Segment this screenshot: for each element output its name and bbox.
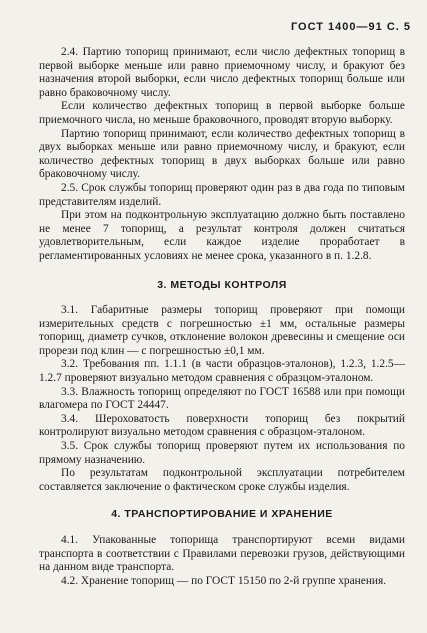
paragraph-4-1: 4.1. Упакованные топорища транспортируют всеми видами транспорта в соответствии с Правилами перевозки грузов, действующими на данном виде транспорта. bbox=[39, 534, 405, 574]
paragraph-2-5: 2.5. Срок службы топорищ проверяют один раз в два года по типовым представителям изделий. bbox=[39, 181, 405, 208]
paragraph-3-3: 3.3. Влажность топорищ определяют по ГОСТ 16588 или при помощи влагомера по ГОСТ 24447. bbox=[39, 385, 405, 412]
section-3-title: 3. МЕТОДЫ КОНТРОЛЯ bbox=[157, 278, 287, 291]
paragraph-3-4: 3.4. Шероховатость поверхности топорищ без покрытий контролируют визуально методом сравнения с образцом-эталоном. bbox=[39, 412, 405, 439]
page-header: ГОСТ 1400—91 С. 5 bbox=[290, 21, 411, 33]
paragraph-3-1: 3.1. Габаритные размеры топорищ проверяют при помощи измерительных средств с погрешностью ±1 мм, остальные размеры топорищ, диаметр сучков, отклонение волокон древесины и смещение оси прорези под клин — с погрешностью ±0,1 мм. bbox=[39, 304, 405, 357]
section-4-title: 4. ТРАНСПОРТИРОВАНИЕ И ХРАНЕНИЕ bbox=[111, 508, 333, 521]
paragraph-operation-control: При этом на подконтрольную эксплуатацию должно быть поставлено не менее 7 топорищ, а результат контроля должен считаться удовлетворительным, если каждое изделие проработает в регламентированных условиях не менее срока, указанного в п. 1.2.8. bbox=[39, 209, 405, 262]
paragraph-two-samples: Партию топорищ принимают, если количество дефектных топорищ в двух выборках меньше или равно приемочному числу, и бракуют, если количество дефектных топорищ в двух выборках больше или равно браковочному числу. bbox=[39, 127, 405, 181]
paragraph-4-2: 4.2. Хранение топорищ — по ГОСТ 15150 по 2-й группе хранения. bbox=[61, 574, 387, 587]
paragraph-2-4: 2.4. Партию топорищ принимают, если число дефектных топорищ в первой выборке меньше или равно приемочному числу, и бракуют без назначения второй выборки, если число дефектных топорищ больше или равно браковочному числу. bbox=[39, 46, 405, 99]
page-content bbox=[39, 46, 405, 588]
paragraph-3-5: 3.5. Срок службы топорищ проверяют путем их использования по прямому назначению. bbox=[39, 440, 405, 466]
paragraph-second-sample: Если количество дефектных топорищ в первой выборке больше приемочного числа, но меньше браковочного, проводят вторую выборку. bbox=[39, 100, 405, 126]
paragraph-conclusion: По результатам подконтрольной эксплуатации потребителем составляется заключение о фактическом сроке службы изделия. bbox=[39, 467, 405, 493]
paragraph-3-2: 3.2. Требования пп. 1.1.1 (в части образцов-эталонов), 1.2.3, 1.2.5—1.2.7 проверяют визуально методом сравнения с образцом-эталоном. bbox=[39, 358, 405, 385]
